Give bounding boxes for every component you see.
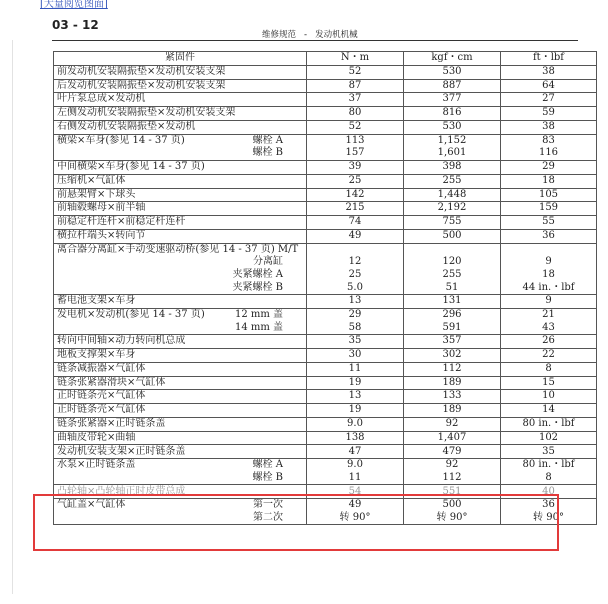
torque-nm-cell: 142 [307,188,404,202]
torque-ftlbf-cell: 10 [501,390,597,404]
table-row [54,79,597,93]
fastener-cell: 前悬架臂×下球头 [54,188,307,202]
torque-value: 29 [348,308,362,320]
torque-ftlbf-cell: 14 [501,404,597,418]
torque-value: 36 [542,499,555,511]
torque-ftlbf-cell: 59 [501,107,597,121]
torque-ftlbf-cell: 64 [501,79,597,93]
fastener-cell: 正时链条壳×气缸体 [54,390,307,404]
table-row [54,216,597,230]
fastener-cell [54,308,307,334]
torque-kgfcm-cell: 398 [404,160,501,174]
torque-nm-cell [307,243,404,294]
header-rule [52,40,578,41]
fastener-sub-label: 12 mm 盖 [234,308,283,320]
torque-value: 9.0 [347,459,363,471]
table-row [54,107,597,121]
fastener-cell: 地板支撑架×车身 [54,348,307,362]
torque-nm-cell: 49 [307,229,404,243]
torque-value: 51 [445,281,459,293]
fastener-cell [54,243,307,294]
torque-ftlbf-cell: 35 [501,445,597,459]
fastener-cell: 发动机安装支架×正时链条盖 [54,445,307,459]
torque-value: 43 [542,321,555,333]
torque-nm-cell [307,308,404,334]
torque-kgfcm-cell [404,308,501,334]
torque-value: 157 [345,147,365,159]
torque-ftlbf-cell [501,134,597,160]
header-chapter: 发动机机械 [315,30,358,40]
torque-value: 591 [442,321,462,333]
fastener-cell: 横拉杆端头×转向节 [54,229,307,243]
torque-nm-cell: 52 [307,120,404,134]
table-row [54,445,597,459]
fastener-sub-label: 螺栓 B [252,471,283,483]
torque-ftlbf-cell: 159 [501,202,597,216]
torque-kgfcm-cell: 112 [404,362,501,376]
torque-value: 296 [442,308,462,320]
fastener-cell [54,459,307,485]
torque-kgfcm-cell: 133 [404,390,501,404]
torque-nm-cell: 215 [307,202,404,216]
torque-kgfcm-cell: 189 [404,404,501,418]
torque-kgfcm-cell: 479 [404,445,501,459]
page-edge-line [12,40,13,594]
header-section: 维修规范 [262,30,297,40]
fastener-sub-label: 第二次 [253,511,283,523]
torque-nm-cell: 35 [307,335,404,349]
fastener-cell: 中间横梁×车身(参见 14 - 37 页) [54,160,307,174]
torque-ftlbf-cell: 80 in.・lbf [501,417,597,431]
torque-kgfcm-cell [404,134,501,160]
fastener-sub-label: 第一次 [253,499,283,511]
torque-value: 44 in.・lbf [522,281,575,293]
torque-nm-cell: 52 [307,65,404,79]
torque-value: 58 [348,321,362,333]
torque-value: 11 [348,471,362,483]
torque-nm-cell: 9.0 [307,417,404,431]
torque-ftlbf-cell: 102 [501,431,597,445]
torque-nm-cell: 13 [307,390,404,404]
table-row [54,308,597,334]
torque-ftlbf-cell: 40 [501,485,597,499]
fastener-cell: 蓄电池支架×车身 [54,295,307,309]
torque-value: 转 90° [533,511,564,523]
fastener-cell: 链条张紧器×正时链条盖 [54,417,307,431]
torque-value: 转 90° [436,511,468,523]
fastener-sub-label: 夹紧螺栓 A [232,268,283,280]
torque-ftlbf-cell: 15 [501,376,597,390]
torque-ftlbf-cell: 38 [501,120,597,134]
torque-nm-cell: 87 [307,79,404,93]
torque-value: 12 [348,256,362,268]
fastener-sub-label: 螺栓 B [252,147,283,159]
blank-line [407,244,497,257]
torque-nm-cell: 74 [307,216,404,230]
fastener-sub-label: 螺栓 A [252,134,283,146]
torque-kgfcm-cell: 530 [404,65,501,79]
table-body [54,65,597,525]
cylinder-head-highlight-box [33,494,559,551]
torque-kgfcm-cell: 92 [404,417,501,431]
fastener-cell: 凸轮轴×凸轮轴正时皮带总成 [54,485,307,499]
table-row [54,188,597,202]
torque-value: 25 [348,268,362,280]
table-row [54,134,597,160]
torque-ftlbf-cell: 27 [501,93,597,107]
table-row [54,93,597,107]
torque-value: 5.0 [347,281,363,293]
fastener-name-text: 发电机×发动机(参见 14 - 37 页) [57,308,205,320]
torque-value: 113 [345,134,365,146]
torque-ftlbf-cell: 22 [501,348,597,362]
torque-ftlbf-cell [501,459,597,485]
column-header-fastener: 紧固件 [54,52,307,66]
torque-value: 18 [542,268,555,280]
table-row [54,202,597,216]
torque-value: 92 [445,459,459,471]
torque-nm-cell: 30 [307,348,404,362]
table-row [54,348,597,362]
torque-nm-cell: 138 [307,431,404,445]
table-row [54,295,597,309]
fastener-name [57,309,303,322]
page-number: 03 - 12 [52,18,99,32]
torque-ftlbf-cell: 55 [501,216,597,230]
torque-value: 500 [442,499,462,511]
column-header-nm: N・m [307,52,404,66]
torque-value: 8 [545,471,552,483]
fastener-cell: 链条张紧器滑块×气缸体 [54,376,307,390]
torque-kgfcm-cell [404,243,501,294]
table-row [54,404,597,418]
fastener-sub-label: 分离缸 [253,256,283,268]
torque-value: 116 [538,147,559,159]
fastener-sub-label: 夹紧螺栓 B [232,281,283,293]
fastener-cell: 链条减振器×气缸体 [54,362,307,376]
torque-kgfcm-cell: 302 [404,348,501,362]
fastener-cell: 叶片泵总成×发动机 [54,93,307,107]
torque-value: 1,152 [437,134,467,146]
torque-nm-cell: 47 [307,445,404,459]
fastener-cell: 正时链条壳×气缸体 [54,404,307,418]
torque-nm-cell: 80 [307,107,404,121]
torque-kgfcm-cell: 816 [404,107,501,121]
fastener-cell: 转向中间轴×动力转向机总成 [54,335,307,349]
fastener-name-text: 气缸盖×气缸体 [57,499,126,511]
fastener-cell: 前轴毂螺母×前半轴 [54,202,307,216]
torque-ftlbf-cell: 18 [501,174,597,188]
table-row [54,65,597,79]
torque-spec-table [53,51,597,525]
torque-nm-cell: 39 [307,160,404,174]
torque-value: 转 90° [339,511,371,523]
torque-kgfcm-cell: 551 [404,485,501,499]
torque-kgfcm-cell: 377 [404,93,501,107]
table-row [54,431,597,445]
fastener-name-text: 水泵×正时链条盖 [57,459,136,471]
table-row [54,376,597,390]
table-row [54,229,597,243]
fastener-cell: 右侧发动机安装隔振垫×发动机 [54,120,307,134]
torque-value: 9 [545,256,552,268]
torque-ftlbf-cell [501,243,597,294]
table-row [54,120,597,134]
blank-line [310,244,400,257]
fastener-cell: 前稳定杆连杆×前稳定杆连杆 [54,216,307,230]
torque-kgfcm-cell: 189 [404,376,501,390]
fastener-cell: 压缩机×气缸体 [54,174,307,188]
torque-nm-cell: 25 [307,174,404,188]
full-view-link[interactable]: [大量阅览图面] [40,0,108,10]
torque-nm-cell: 19 [307,376,404,390]
fastener-cell: 曲轴皮带轮×曲轴 [54,431,307,445]
table-row [54,362,597,376]
torque-nm-cell: 19 [307,404,404,418]
torque-ftlbf-cell: 29 [501,160,597,174]
fastener-sub-label: 14 mm 盖 [234,321,283,333]
torque-nm-cell: 37 [307,93,404,107]
fastener-cell: 后发动机安装隔振垫×发动机安装支架 [54,79,307,93]
page-header [262,28,358,40]
column-header-kgfcm: kgf・cm [404,52,501,66]
torque-value: 112 [442,471,462,483]
torque-value: 255 [442,268,462,280]
torque-kgfcm-cell: 530 [404,120,501,134]
table-row [54,160,597,174]
torque-kgfcm-cell [404,459,501,485]
table-row [54,174,597,188]
table-row [54,243,597,294]
fastener-sub-label: 螺栓 A [252,459,283,471]
fastener-name: 离合器分离缸×手动变速驱动桥(参见 14 - 37 页) M/T [57,243,299,255]
torque-value: 80 in.・lbf [522,459,575,471]
column-header-ftlbf: ft・lbf [501,52,597,66]
torque-kgfcm-cell: 1,448 [404,188,501,202]
torque-kgfcm-cell: 1,407 [404,431,501,445]
torque-ftlbf-cell: 9 [501,295,597,309]
torque-nm-cell: 13 [307,295,404,309]
torque-ftlbf-cell: 26 [501,335,597,349]
torque-kgfcm-cell: 131 [404,295,501,309]
torque-nm-cell [307,134,404,160]
fastener-name [57,135,303,148]
header-separator: - [304,30,308,40]
torque-value: 1,601 [437,147,467,159]
torque-kgfcm-cell: 755 [404,216,501,230]
torque-kgfcm-cell: 357 [404,335,501,349]
table-header-row [54,52,597,66]
fastener-cell: 左侧发动机安装隔振垫×发动机安装支架 [54,107,307,121]
torque-nm-cell: 54 [307,485,404,499]
blank-line [504,244,593,257]
fastener-name [57,459,303,472]
fastener-cell: 前发动机安装隔振垫×发动机安装支架 [54,65,307,79]
torque-nm-cell [307,459,404,485]
table-row [54,390,597,404]
torque-kgfcm-cell: 500 [404,229,501,243]
table-row [54,335,597,349]
fastener-cell [54,134,307,160]
torque-value: 83 [542,134,555,146]
torque-kgfcm-cell: 2,192 [404,202,501,216]
torque-nm-cell: 11 [307,362,404,376]
fastener-name-text: 横梁×车身(参见 14 - 37 页) [57,134,185,146]
torque-value: 120 [442,256,462,268]
table-row [54,417,597,431]
torque-kgfcm-cell: 887 [404,79,501,93]
torque-ftlbf-cell: 105 [501,188,597,202]
torque-value: 21 [542,308,555,320]
table-row [54,459,597,485]
torque-ftlbf-cell: 38 [501,65,597,79]
torque-value: 49 [348,499,362,511]
torque-kgfcm-cell: 255 [404,174,501,188]
torque-ftlbf-cell [501,308,597,334]
torque-ftlbf-cell: 36 [501,229,597,243]
torque-ftlbf-cell: 8 [501,362,597,376]
